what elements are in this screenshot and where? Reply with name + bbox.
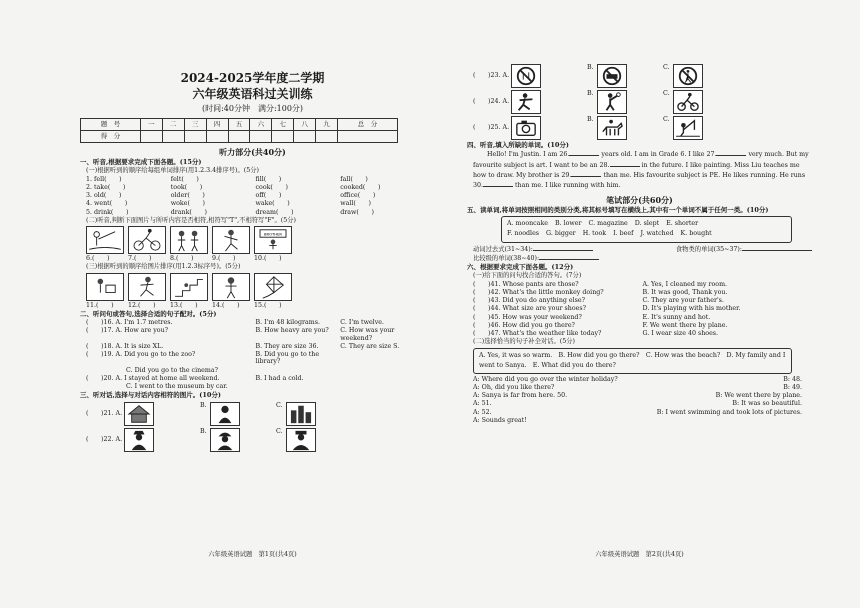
score-cell-4[interactable] xyxy=(206,130,228,142)
dialog-line-a: A: Oh, did you like there? xyxy=(473,383,555,391)
word-box-item: D. slept xyxy=(634,220,660,228)
word-box-item: B. lower xyxy=(554,220,582,228)
answer-item: G. I wear size 40 shoes. xyxy=(642,330,719,338)
score-cell-1[interactable] xyxy=(140,130,162,142)
dialog-row xyxy=(473,417,812,424)
section-4-title: 四、听音,填入所缺的单词。(10分) xyxy=(467,141,569,149)
section-2-option: ( )16. A. I'm 1.7 metres. xyxy=(86,319,173,327)
q22-row xyxy=(86,428,425,452)
category-row-1 xyxy=(473,245,812,253)
city-icon xyxy=(286,402,316,426)
cycling-picture xyxy=(128,226,166,254)
dialog-line-a: A: Sounds great! xyxy=(473,416,527,424)
score-cell-5[interactable] xyxy=(228,130,250,142)
word-item: dream( ) xyxy=(255,208,294,216)
dialog-row xyxy=(473,400,812,407)
question-item: ( )47. What's the weather like today? xyxy=(473,330,602,338)
section-1-sub1: (一)根据听到的顺序给每组单词排序(用1.2.3.4排序号)。(5分) xyxy=(86,167,260,175)
score-header-5: 五 xyxy=(228,118,250,130)
question-item: ( )44. What size are your shoes? xyxy=(473,305,586,313)
section-6-sub2: (二)选择恰当的句子补全对话。(5分) xyxy=(473,338,575,346)
tennis-icon xyxy=(597,90,627,114)
footer-page-1: 六年级英语试题 第1页(共4页) xyxy=(208,550,297,558)
dialog-row xyxy=(473,392,812,399)
q21-a xyxy=(124,402,200,426)
passage-part-1: Hello! I'm Justin. I am 26. xyxy=(487,151,570,159)
section-3-title: 三、听对话,选择与对话内容相符的图片。(10分) xyxy=(80,391,221,400)
q21-c xyxy=(276,402,352,426)
section-2-row xyxy=(86,343,425,350)
blank-30[interactable] xyxy=(483,181,513,187)
hut-icon xyxy=(124,402,154,426)
answer-item: F. We went there by plane. xyxy=(642,321,728,329)
dialog-line-b: B: I went swimming and took lots of pictures. xyxy=(656,408,802,416)
dialog-row xyxy=(473,409,812,416)
word-item: took( ) xyxy=(170,183,203,191)
word-item: older( ) xyxy=(170,192,205,200)
camera-icon xyxy=(511,116,541,140)
section-2-row xyxy=(86,383,425,390)
dialog-line-a: A: Sanya is far from here. 50. xyxy=(473,392,568,400)
q23-b xyxy=(587,64,663,88)
question-item: ( )45. How was your weekend? xyxy=(473,313,582,321)
brother-sign-picture xyxy=(254,226,292,254)
word-item: fill( ) xyxy=(255,175,282,183)
word-item: office( ) xyxy=(340,192,376,200)
section-2-option xyxy=(340,375,425,382)
blank-28[interactable] xyxy=(610,161,640,167)
section-2-option: ( )18. A. It is size XL. xyxy=(86,342,164,350)
word-box-item: G. bigger xyxy=(546,230,576,238)
order-label: 14.( ) xyxy=(212,301,240,309)
score-header-8: 八 xyxy=(294,118,316,130)
score-header-0: 题 号 xyxy=(81,118,141,130)
dialog-line-b: B: It was so beautiful. xyxy=(732,400,802,408)
q25-b xyxy=(587,116,663,140)
section-5-title: 五、读单词,将单词按照相同的类别分类,将其标号填写在横线上,其中有一个单词不属于任何一类。(10分) xyxy=(467,205,769,214)
section-2-option: C. Did you go to the cinema? xyxy=(126,366,218,374)
section-2-title: 二、听问句或答句,选择合适的句子配对。(5分) xyxy=(80,309,217,318)
word-item: cooked( ) xyxy=(340,183,381,191)
q23-number: ( )23. A. xyxy=(473,72,510,80)
section-2-option: C. They are size S. xyxy=(340,342,400,350)
question-item: ( )46. How did you go there? xyxy=(473,321,575,329)
q21-number: ( )21. A. xyxy=(86,410,123,418)
section-2-option: C. I'm twelve. xyxy=(340,319,384,327)
exam-title-year: 2024-2025学年度二学期 xyxy=(180,71,325,85)
category-food-label: 食物类的单词(35~37): xyxy=(675,245,742,253)
farmer-worker-icon xyxy=(124,428,154,452)
dialog-option-box: A. Yes, it was so warm. B. How did you go there? C. How was the beach? D. My family and I went to Sanya. E. What did you do there? xyxy=(473,348,792,374)
section-6-sub1: (一)给下面的问句找合适的答句。(7分) xyxy=(473,272,582,280)
section-2-option: ( )17. A. How are you? xyxy=(86,327,169,335)
score-header-2: 二 xyxy=(162,118,184,130)
dialog-line-b: B: We went there by plane. xyxy=(715,392,802,400)
stairs-picture xyxy=(170,273,208,301)
spacer xyxy=(86,367,126,374)
section-1-title: 一、听音,根据要求完成下面各题。(15分) xyxy=(80,157,202,166)
passage-part-6: than me. I like running with him. xyxy=(515,181,621,189)
section-2-row xyxy=(86,367,425,374)
brother-sign-text: BROTHER xyxy=(264,232,282,237)
word-item: 1. fell( ) xyxy=(86,175,122,183)
section-2-option: ( )19. A. Did you go to the zoo? xyxy=(86,351,196,359)
q23-a xyxy=(511,64,587,88)
q21-b-label: B. xyxy=(200,401,207,409)
section-6-title: 六、根据要求完成下面各题。(12分) xyxy=(467,262,574,271)
score-cell-9[interactable] xyxy=(316,130,338,142)
dialog-line-a: A: Where did you go over the winter holiday? xyxy=(473,375,618,383)
score-header-10: 总 分 xyxy=(338,118,398,130)
no-walking-icon xyxy=(673,64,703,88)
tf-label: 9.( ) xyxy=(212,255,236,263)
word-item: 5. drink( ) xyxy=(86,208,129,216)
q24-a xyxy=(511,90,587,114)
q24-b xyxy=(587,90,663,114)
tf-label: 6.( ) xyxy=(86,255,110,263)
section-2-option: B. They are size 36. xyxy=(255,342,319,350)
section-2-option: B. I'm 48 kilograms. xyxy=(255,319,320,327)
word-item: felt( ) xyxy=(170,175,199,183)
blank-26[interactable] xyxy=(569,150,599,156)
section-2-option: C. I went to the museum by car. xyxy=(126,383,228,391)
order-label: 13.( ) xyxy=(170,301,198,309)
word-box xyxy=(501,216,792,242)
score-header-6: 六 xyxy=(250,118,272,130)
q22-number: ( )22. A. xyxy=(86,436,123,444)
word-item: 3. old( ) xyxy=(86,192,122,200)
word-box-item: C. magazine xyxy=(588,220,628,228)
section-2-items xyxy=(80,319,425,390)
q25-number: ( )25. A. xyxy=(473,124,510,132)
dialog-line-a: A: 51. xyxy=(473,400,492,408)
dancing-picture xyxy=(212,226,250,254)
farmer-icon xyxy=(210,402,240,426)
q21-b xyxy=(200,402,276,426)
q22-c xyxy=(276,428,352,452)
passage-part-5: than me. His favourite subject is PE. He likes running. He runs 30. xyxy=(473,171,806,189)
q23-c-label: C. xyxy=(663,64,670,71)
section-2-row xyxy=(86,319,425,326)
q22-a xyxy=(124,428,200,452)
score-header-9: 九 xyxy=(316,118,338,130)
word-item: drank( ) xyxy=(170,208,207,216)
tf-labels xyxy=(86,255,425,262)
word-box-item: K. bought xyxy=(680,230,712,238)
q24-b-label: B. xyxy=(587,90,594,97)
score-header-4: 四 xyxy=(206,118,228,130)
blank-27[interactable] xyxy=(716,150,746,156)
section-1-sub2: (二)听音,判断下面图片与所听内容是否相符,相符写"T",不相符写"F"。(5分) xyxy=(86,216,297,224)
word-box-item: F. noodles xyxy=(507,230,540,238)
order-label: 15.( ) xyxy=(254,301,282,309)
q24-row xyxy=(473,90,812,114)
q25-c-label: C. xyxy=(663,116,670,123)
section-4-passage xyxy=(473,150,812,190)
order-label: 12.( ) xyxy=(128,301,156,309)
category-verbs-label: 动词过去式(31~34): xyxy=(473,245,533,253)
q21-row xyxy=(86,402,425,426)
score-row-label: 得 分 xyxy=(81,130,141,142)
answer-item: C. They are your father's. xyxy=(642,297,724,305)
q24-c-label: C. xyxy=(663,90,670,97)
word-item: cook( ) xyxy=(255,183,288,191)
order-label: 11.( ) xyxy=(86,301,114,309)
section-1-sub3: (三)根据听到的顺序给图片排序(用1.2.3标序号)。(5分) xyxy=(86,263,241,271)
exam-title-subject: 六年级英语科过关训练 xyxy=(192,86,313,101)
dialog-row xyxy=(473,376,812,383)
matching-list xyxy=(473,281,812,338)
q24-c xyxy=(663,90,739,114)
word-item: wall( ) xyxy=(340,200,371,208)
running-picture xyxy=(128,273,166,301)
q25-b-label: B. xyxy=(587,116,594,123)
fishing-picture xyxy=(86,226,124,254)
section-2-option: B. How heavy are you? xyxy=(255,327,329,335)
horse-riding-icon xyxy=(597,116,627,140)
reading-picture xyxy=(86,273,124,301)
category-row-2 xyxy=(473,254,812,262)
boy-picture xyxy=(212,273,250,301)
section-2-row xyxy=(86,327,425,341)
score-header-1: 一 xyxy=(140,118,162,130)
category-food-blank[interactable] xyxy=(742,245,812,251)
kids-playing-picture xyxy=(170,226,208,254)
q22-b xyxy=(200,428,276,452)
section-2-row xyxy=(86,351,425,365)
q25-row xyxy=(473,116,812,140)
section-2-option: ( )20. A. I stayed at home all weekend. xyxy=(86,374,220,382)
word-item: 2. take( ) xyxy=(86,183,126,191)
passage-part-3: very much. But my favourite subject is art. I want to be an 28. xyxy=(473,151,809,169)
word-box-item: H. took xyxy=(582,230,607,238)
dialog-line-a: A: 52. xyxy=(473,408,492,416)
section-2-option: B. Did you go to the library? xyxy=(255,351,320,366)
section-2-option xyxy=(340,351,425,365)
answer-item: A. Yes, I cleaned my room. xyxy=(642,280,728,288)
score-cell-3[interactable] xyxy=(184,130,206,142)
spacer xyxy=(86,383,126,390)
order-labels xyxy=(86,302,425,309)
score-cell-8[interactable] xyxy=(294,130,316,142)
dialog-row xyxy=(473,384,812,391)
page-1 xyxy=(80,58,425,558)
tf-label: 7.( ) xyxy=(128,255,152,263)
writing-section-title: 笔试部分(共60分) xyxy=(606,194,673,205)
q21-c-label: C. xyxy=(276,401,283,409)
order-pictures xyxy=(86,273,425,301)
tf-label: 8.( ) xyxy=(170,255,194,263)
word-box-item: I. beef xyxy=(613,230,634,238)
word-item: fall( ) xyxy=(340,175,368,183)
answer-item: D. It's playing with his mother. xyxy=(642,305,741,313)
no-car-icon xyxy=(597,64,627,88)
fishing-icon xyxy=(673,116,703,140)
word-order-grid xyxy=(86,176,425,216)
score-header-3: 三 xyxy=(184,118,206,130)
word-item: 4. went( ) xyxy=(86,200,128,208)
word-box-item: A. mooncake xyxy=(507,220,548,228)
bike-icon xyxy=(673,90,703,114)
section-2-row xyxy=(86,375,425,382)
question-item: ( )41. Whose pants are those? xyxy=(473,280,579,288)
police-icon xyxy=(286,428,316,452)
tf-label: 10.( ) xyxy=(254,255,282,263)
score-cell-6[interactable] xyxy=(250,130,272,142)
category-comparative-label: 比较级的单词(38~40): xyxy=(473,254,540,262)
answer-item: B. It was good, Thank you. xyxy=(642,288,728,296)
word-item: draw( ) xyxy=(340,208,374,216)
category-comparative-blank[interactable] xyxy=(539,254,599,260)
question-item: ( )42. What's the little monkey doing? xyxy=(473,288,604,296)
dialog-line-b: B: 49. xyxy=(783,383,802,391)
score-cell-10[interactable] xyxy=(338,130,398,142)
q23-c xyxy=(663,64,739,88)
exam-time-score: (时间:40分钟 满分:100分) xyxy=(201,103,304,113)
word-item: woke( ) xyxy=(170,200,205,208)
q25-a xyxy=(511,116,587,140)
q24-number: ( )24. A. xyxy=(473,98,510,106)
footer-page-2: 六年级英语试题 第2页(共4页) xyxy=(595,550,684,558)
q22-b-label: B. xyxy=(200,427,207,435)
word-item: wake( ) xyxy=(255,200,290,208)
question-item: ( )43. Did you do anything else? xyxy=(473,297,585,305)
category-verbs-blank[interactable] xyxy=(533,245,593,251)
blank-29[interactable] xyxy=(571,171,601,177)
page-2 xyxy=(467,58,812,558)
section-2-option: B. I had a cold. xyxy=(255,374,304,382)
dialog-line-b: B: 48. xyxy=(783,375,802,383)
score-cell-2[interactable] xyxy=(162,130,184,142)
passage-part-2: years old. I am in Grade 6. I like 27. xyxy=(601,151,717,159)
score-header-7: 七 xyxy=(272,118,294,130)
kite-picture xyxy=(254,273,292,301)
word-box-item: J. watched xyxy=(640,230,674,238)
q23-row xyxy=(473,64,812,88)
score-cell-7[interactable] xyxy=(272,130,294,142)
listening-section-title: 听力部分(共40分) xyxy=(219,146,286,157)
dialog-lines xyxy=(467,376,812,424)
worker-icon xyxy=(210,428,240,452)
score-table xyxy=(80,118,398,143)
word-box-item: E. shorter xyxy=(666,220,699,228)
tf-pictures xyxy=(86,226,425,254)
q23-b-label: B. xyxy=(587,64,594,71)
skating-icon xyxy=(511,90,541,114)
section-2-option: C. How was your weekend? xyxy=(340,327,395,342)
passage-part-4: in the future. I like painting. Miss Liu teaches me how to draw. My brother is 29. xyxy=(473,161,800,179)
no-eating-icon xyxy=(511,64,541,88)
answer-item: E. It's sunny and hot. xyxy=(642,313,711,321)
word-item: off( ) xyxy=(255,192,282,200)
q22-c-label: C. xyxy=(276,427,283,435)
q25-c xyxy=(663,116,739,140)
